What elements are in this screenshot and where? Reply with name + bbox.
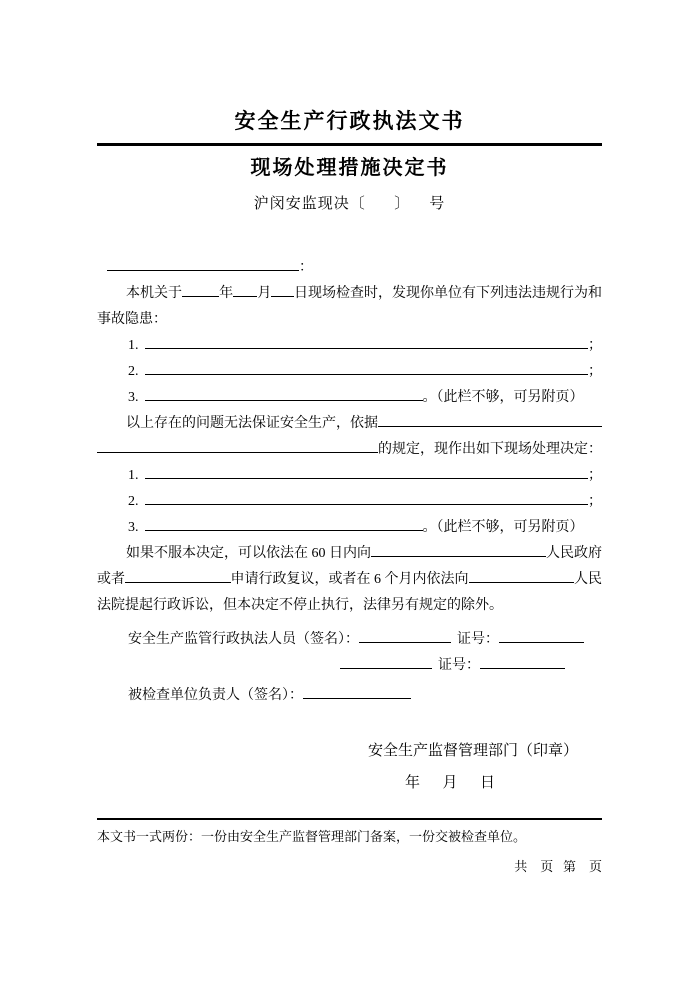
violation-item-3 xyxy=(97,385,602,411)
appeal-line-2 xyxy=(97,567,602,593)
doc-number: 沪闵安监现决〔 〕 号 xyxy=(253,196,446,212)
blank-recipient-name[interactable] xyxy=(107,269,299,271)
blank-year[interactable] xyxy=(182,295,219,297)
blank-legal-basis-1[interactable] xyxy=(378,425,602,427)
footer xyxy=(97,818,602,876)
item-number: 1. xyxy=(128,338,139,353)
appeal-text-mid: 申请行政复议，或者在 6 个月内依法向 xyxy=(230,572,469,587)
item-number: 3. xyxy=(128,520,139,535)
enforcer-signature-line-1 xyxy=(97,627,602,653)
violation-item-1 xyxy=(97,333,602,359)
page-indicator: 共 页 第 页 xyxy=(514,859,602,874)
basis-text: 以上存在的问题无法保证安全生产，依据 xyxy=(126,416,378,431)
document-body xyxy=(97,255,602,794)
unit-leader-label: 被检查单位负责人（签名）： xyxy=(128,688,303,703)
enforcer-signature-line-2 xyxy=(97,653,602,679)
blank-violation-3[interactable] xyxy=(145,399,423,401)
recipient-line xyxy=(97,255,602,281)
appeal-text-pre2: 或者 xyxy=(97,572,125,587)
basis-line-1 xyxy=(97,411,602,437)
enforcer-signature-label: 安全生产监管行政执法人员（签名）： xyxy=(128,632,359,647)
decision-item-3 xyxy=(97,515,602,541)
blank-decision-3[interactable] xyxy=(145,529,423,531)
cert-number-label-2: 证号： xyxy=(438,658,480,673)
intro-line-2 xyxy=(97,307,602,333)
footer-divider xyxy=(97,818,602,820)
blank-violation-2[interactable] xyxy=(145,373,589,375)
blank-cert-number-1[interactable] xyxy=(499,641,584,643)
decision-item-2 xyxy=(97,489,602,515)
blank-review-organ[interactable] xyxy=(125,581,231,583)
blank-enforcer-signature-2[interactable] xyxy=(340,667,432,669)
appeal-line-3 xyxy=(97,593,602,619)
year-label: 年 xyxy=(219,286,234,301)
category-title: 安全生产行政执法文书 xyxy=(234,109,465,133)
blank-legal-basis-2[interactable] xyxy=(97,451,378,453)
date-line: 年 月 日 xyxy=(404,775,495,791)
basis-text-tail: 的规定，现作出如下现场处理决定： xyxy=(378,442,602,457)
blank-government-name[interactable] xyxy=(371,555,546,557)
item-number: 3. xyxy=(128,390,139,405)
item-tail: ； xyxy=(588,494,602,509)
month-label: 月 xyxy=(257,286,272,301)
intro-line-1 xyxy=(97,281,602,307)
document-title: 现场处理措施决定书 xyxy=(250,157,449,179)
appeal-text-tail: 人民政府 xyxy=(546,546,602,561)
blank-day[interactable] xyxy=(271,295,294,297)
blank-court-name[interactable] xyxy=(469,581,575,583)
blank-decision-2[interactable] xyxy=(145,503,589,505)
item-number: 2. xyxy=(128,364,139,379)
intro-text-tail: 日现场检查时，发现你单位有下列违法违规行为和 xyxy=(294,286,602,301)
appeal-line-1 xyxy=(97,541,602,567)
recipient-colon: ： xyxy=(299,260,313,275)
title-divider xyxy=(97,143,602,146)
blank-decision-1[interactable] xyxy=(145,477,589,479)
violation-item-2 xyxy=(97,359,602,385)
item-number: 1. xyxy=(128,468,139,483)
appeal-text-line3: 法院提起行政诉讼，但本决定不停止执行，法律另有规定的除外。 xyxy=(97,598,503,613)
intro-text-line2: 事故隐患： xyxy=(97,312,167,327)
basis-line-2 xyxy=(97,437,602,463)
item-tail: 。（此栏不够，可另附页） xyxy=(422,520,584,535)
blank-enforcer-signature-1[interactable] xyxy=(359,641,451,643)
item-number: 2. xyxy=(128,494,139,509)
item-tail: ； xyxy=(588,468,602,483)
blank-cert-number-2[interactable] xyxy=(480,667,565,669)
appeal-text-pre: 如果不服本决定，可以依法在 60 日内向 xyxy=(126,546,371,561)
intro-text-pre: 本机关于 xyxy=(126,286,182,301)
unit-leader-signature-line xyxy=(97,683,602,709)
stamp-authority: 安全生产监督管理部门（印章） xyxy=(367,743,578,759)
decision-item-1 xyxy=(97,463,602,489)
item-tail: ； xyxy=(588,338,602,353)
footer-note: 本文书一式两份：一份由安全生产监督管理部门备案，一份交被检查单位。 xyxy=(97,829,527,844)
blank-violation-1[interactable] xyxy=(145,347,589,349)
cert-number-label-1: 证号： xyxy=(457,632,499,647)
blank-unit-leader-signature[interactable] xyxy=(303,697,411,699)
item-tail: 。（此栏不够，可另附页） xyxy=(422,390,584,405)
blank-month[interactable] xyxy=(233,295,257,297)
appeal-text-tail2: 人民 xyxy=(574,572,602,587)
item-tail: ； xyxy=(588,364,602,379)
